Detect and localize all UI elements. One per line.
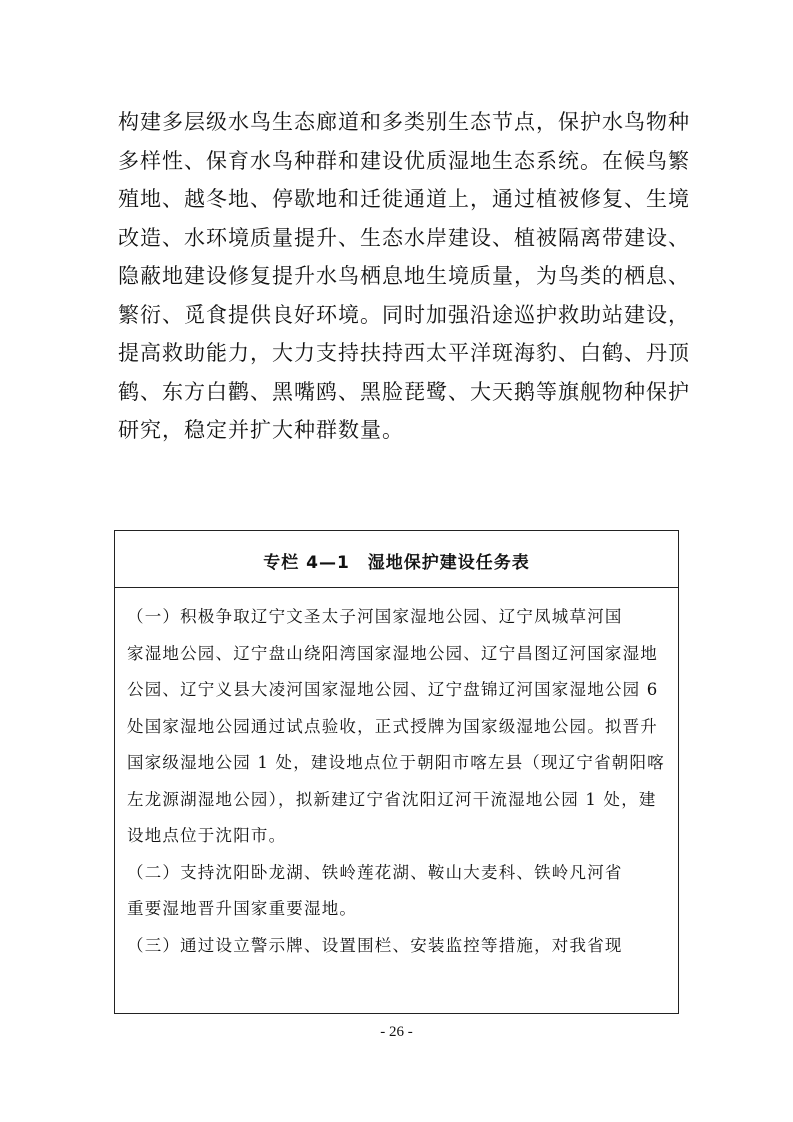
page-number: - 26 - — [380, 1024, 413, 1040]
body-line: 殖地、越冬地、停歇地和迁徙通道上，通过植被修复、生境 — [118, 187, 690, 211]
body-paragraph — [118, 103, 688, 450]
column-line: 左龙源湖湿地公园），拟新建辽宁省沈阳辽河干流湿地公园 1 处，建 — [127, 789, 657, 809]
column-line: （二）支持沈阳卧龙湖、铁岭莲花湖、鞍山大麦科、铁岭凡河省 — [127, 862, 623, 882]
column-label: 专栏 4—1 — [263, 552, 350, 573]
column-header — [115, 531, 678, 588]
body-line: 隐蔽地建设修复提升水鸟栖息地生境质量，为鸟类的栖息、 — [118, 264, 690, 288]
column-line: 重要湿地晋升国家重要湿地。 — [127, 899, 358, 918]
body-line: 研究，稳定并扩大种群数量。 — [118, 418, 404, 442]
body-line: 多样性、保育水鸟种群和建设优质湿地生态系统。在候鸟繁 — [118, 148, 690, 173]
column-box — [114, 530, 679, 1014]
column-body — [115, 588, 678, 964]
body-line: 鹤、东方白鹳、黑嘴鸥、黑脸琵鹭、大天鹅等旗舰物种保护 — [118, 379, 690, 404]
column-line: 公园、辽宁义县大凌河国家湿地公园、辽宁盘锦辽河国家湿地公园 6 — [127, 680, 659, 699]
column-line: （三）通过设立警示牌、设置围栏、安装监控等措施，对我省现 — [127, 935, 623, 955]
body-line: 构建多层级水鸟生态廊道和多类别生态节点，保护水鸟物种 — [118, 110, 690, 134]
column-line: 处国家湿地公园通过试点验收，正式授牌为国家级湿地公园。拟晋升 — [127, 716, 658, 736]
column-title-text: 湿地保护建设任务表 — [367, 552, 530, 573]
column-line: 国家级湿地公园 1 处，建设地点位于朝阳市喀左县（现辽宁省朝阳喀 — [127, 753, 665, 772]
body-line: 繁衍、觅食提供良好环境。同时加强沿途巡护救助站建设， — [118, 302, 690, 327]
column-title — [263, 548, 530, 573]
column-line: （一）积极争取辽宁文圣太子河国家湿地公园、辽宁凤城草河国 — [127, 607, 623, 626]
column-line: 设地点位于沈阳市。 — [127, 826, 287, 845]
column-line: 家湿地公园、辽宁盘山绕阳湾国家湿地公园、辽宁昌图辽河国家湿地 — [127, 643, 658, 663]
body-line: 改造、水环境质量提升、生态水岸建设、植被隔离带建设、 — [118, 225, 690, 250]
body-line: 提高救助能力，大力支持扶持西太平洋斑海豹、白鹤、丹顶 — [118, 341, 690, 365]
